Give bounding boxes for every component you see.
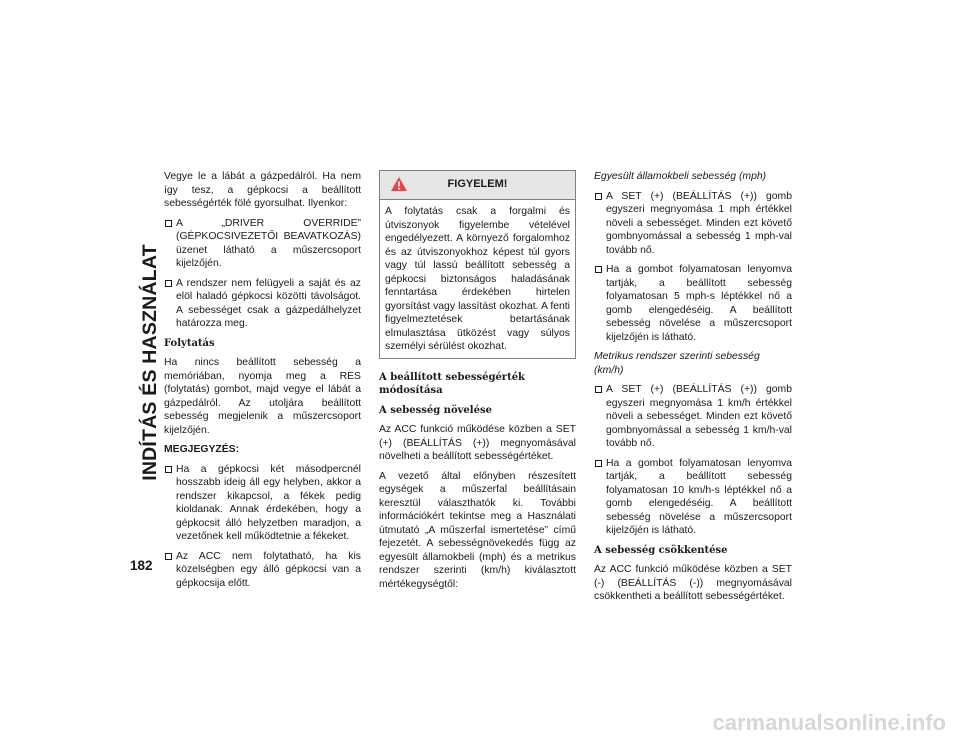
bullet-item: A SET (+) (BEÁLLÍTÁS (+)) gomb egyszeri megnyomása 1 km/h értékkel növeli a sebességet. Minden ezt követő gombnyomással a sebesség 1 km/h-val tovább nő.: [594, 383, 792, 451]
warning-header: [380, 171, 575, 200]
warning-box: [379, 170, 576, 359]
column-2: [379, 170, 576, 597]
bullet-item: A rendszer nem felügyeli a saját és az elöl haladó gépkocsi közötti távolságot. A sebességet csak a gázpedálhelyzet határozza meg.: [164, 277, 361, 331]
section-heading: A beállított sebességérték módosítása: [379, 371, 525, 396]
bullet-item: Ha a gombot folyamatosan lenyomva tartják, a beállított sebesség folyamatosan 10 km/h-s léptékkel nő a gomb elengedéséig. A beállított sebesség növelése a műszercsoport kijelzőjén is látható.: [594, 457, 792, 538]
paragraph: A vezető által előnyben részesített egységek a műszerfal beállításain keresztül választhatók ki. További információkért tekintse meg a Használati útmutató „A műszerfal ismertetése” című fejezetét. A sebességnövekedés függ az egyesült államokbeli (mph) és a metrikus rendszer szerinti (km/h) kiválasztott mértékegységtől:: [379, 470, 576, 590]
column-1: [164, 170, 361, 596]
paragraph: Az ACC funkció működése közben a SET (+) (BEÁLLÍTÁS (+)) megnyomásával növelheti a beállított sebességértéket.: [379, 424, 576, 462]
section-side-title: [137, 170, 163, 555]
warning-text: A folytatás csak a forgalmi és útviszonyok figyelembe vételével engedélyezett. A környező forgalomhoz és az útviszonyokhoz képest túl gyors vagy túl lassú beállított sebesség a gépkocsi biztonságos haladásának fenntartása érdekében hirtelen gyorsítást vagy lassítást okozhat. A fenti figyelmeztetések betartásának elmulasztása ütközést vagy súlyos személyi sérülést okozhat.: [385, 206, 570, 352]
note-heading: MEGJEGYZÉS:: [164, 444, 240, 455]
bullet-item: Ha a gombot folyamatosan lenyomva tartják, a beállított sebesség folyamatosan 5 mph-s léptékkel nő a gomb elengedéséig. A beállított sebesség növelése a műszercsoport kijelzőjén is látható.: [594, 263, 792, 344]
italic-subheading: Egyesült államokbeli sebesség (mph): [594, 171, 767, 182]
bullet-item: A „DRIVER OVERRIDE” (GÉPKOCSIVEZETŐI BEAVATKOZÁS) üzenet látható a műszercsoport kijelzőjén.: [164, 217, 361, 271]
section-side-title-text: INDÍTÁS ÉS HASZNÁLAT: [138, 244, 161, 481]
warning-triangle-icon: [390, 176, 408, 192]
paragraph: Az ACC funkció működése közben a SET (-) (BEÁLLÍTÁS (-)) megnyomásával csökkentheti a beállított sebességértéket.: [594, 564, 792, 602]
subsection-heading: A sebesség növelése: [379, 404, 492, 416]
bullet-item: Az ACC nem folytatható, ha kis közelségben egy álló gépkocsi van a gépkocsija előtt.: [164, 550, 361, 591]
warning-title: FIGYELEM!: [447, 178, 508, 191]
paragraph: Vegye le a lábát a gázpedálról. Ha nem így tesz, a gépkocsi a beállított sebességérték fölé gyorsulhat. Ilyenkor:: [164, 171, 361, 209]
footer-watermark: carmanualsonline.info: [712, 710, 946, 735]
paragraph: Ha nincs beállított sebesség a memóriában, nyomja meg a RES (folytatás) gombot, majd vegye el lábát a gázpedálról. Az utoljára beállított sebesség megjelenik a műszercsoport kijelzőjén.: [164, 357, 361, 436]
italic-subheading: Metrikus rendszer szerinti sebesség (km/h): [594, 351, 760, 376]
bullet-item: A SET (+) (BEÁLLÍTÁS (+)) gomb egyszeri megnyomása 1 mph értékkel növeli a sebességet. Minden ezt követő gombnyomással a sebesség 1 mph-val tovább nő.: [594, 190, 792, 258]
page-number: 182: [130, 558, 153, 573]
column-3: [594, 170, 792, 610]
bullet-item: Ha a gépkocsi két másodpercnél hosszabb ideig áll egy helyben, akkor a rendszer kikapcsol, a fékek pedig kioldanak. Annak érdekében, hogy a gépkocsit álló helyzetben maradjon, a vezetőnek kell működtetnie a fékeket.: [164, 463, 361, 544]
subsection-heading: A sebesség csökkentése: [594, 544, 728, 556]
section-heading: Folytatás: [164, 337, 215, 349]
